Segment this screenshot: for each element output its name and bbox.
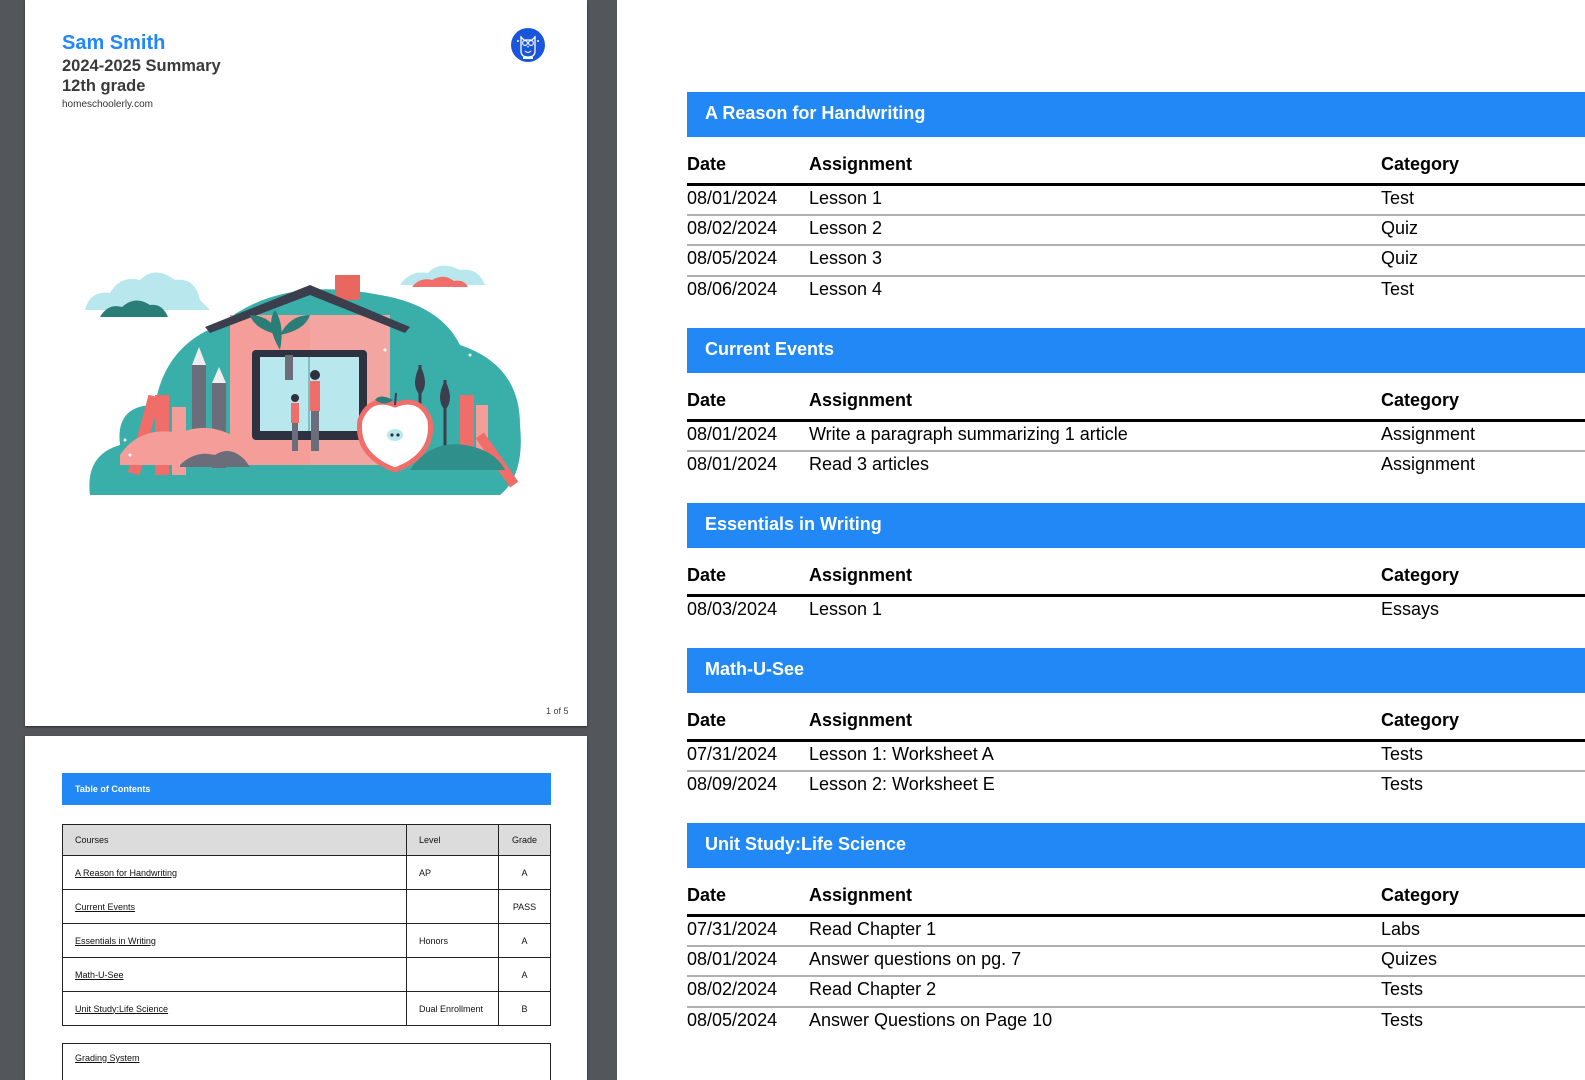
cell-assignment: Answer questions on pg. 7 bbox=[809, 946, 1381, 977]
table-row bbox=[687, 976, 1585, 1007]
toc-course-link[interactable]: A Reason for Handwriting bbox=[75, 867, 178, 878]
table-row bbox=[687, 215, 1585, 246]
toc-header-courses: Courses bbox=[63, 825, 407, 856]
assignments-table bbox=[687, 565, 1585, 626]
cell-assignment: Read 3 articles bbox=[809, 451, 1381, 482]
owl-logo-icon bbox=[510, 27, 546, 65]
table-row bbox=[687, 451, 1585, 482]
header-date: Date bbox=[687, 710, 809, 740]
cell-category: Quiz bbox=[1381, 245, 1585, 276]
table-row bbox=[687, 946, 1585, 977]
toc-header-grade: Grade bbox=[499, 825, 551, 856]
header-assignment: Assignment bbox=[809, 885, 1381, 915]
table-row bbox=[687, 740, 1585, 771]
header-assignment: Assignment bbox=[809, 154, 1381, 184]
cell-category: Assignment bbox=[1381, 451, 1585, 482]
page-indicator: 1 of 5 bbox=[546, 706, 569, 716]
header-category: Category bbox=[1381, 710, 1585, 740]
homeschool-house-illustration bbox=[80, 255, 530, 505]
cell-date: 07/31/2024 bbox=[687, 918, 778, 939]
cell-category: Tests bbox=[1381, 976, 1585, 1007]
cell-date: 08/05/2024 bbox=[687, 245, 809, 276]
pdf-viewer-pane[interactable] bbox=[0, 0, 617, 1080]
cell-date: 08/05/2024 bbox=[687, 1007, 809, 1038]
assignments-table bbox=[687, 390, 1585, 481]
toc-row bbox=[63, 924, 551, 958]
cell-category: Labs bbox=[1381, 918, 1421, 939]
table-row bbox=[687, 1007, 1585, 1038]
cell-date: 08/02/2024 bbox=[687, 215, 809, 246]
grade-level: 12th grade bbox=[62, 77, 146, 95]
table-header-row bbox=[687, 154, 1585, 184]
cell-category: Test bbox=[1381, 276, 1585, 307]
header-date: Date bbox=[687, 154, 809, 184]
grading-system-link[interactable]: Grading System bbox=[75, 1053, 140, 1063]
section-title: Math-U-See bbox=[687, 648, 1585, 693]
cell-date: 08/03/2024 bbox=[687, 598, 778, 619]
toc-row bbox=[63, 856, 551, 890]
cell-category: Test bbox=[1381, 187, 1415, 208]
header-category: Category bbox=[1381, 390, 1585, 420]
cell-category: Assignment bbox=[1381, 423, 1476, 444]
cell-assignment: Lesson 1 bbox=[809, 598, 883, 619]
cell-category: Essays bbox=[1381, 598, 1440, 619]
table-row bbox=[687, 276, 1585, 307]
cell-date: 08/09/2024 bbox=[687, 771, 809, 802]
header-date: Date bbox=[687, 390, 809, 420]
header-assignment: Assignment bbox=[809, 565, 1381, 595]
table-header-row bbox=[687, 565, 1585, 595]
table-row bbox=[687, 245, 1585, 276]
section-title: A Reason for Handwriting bbox=[687, 92, 1585, 137]
section-title: Essentials in Writing bbox=[687, 503, 1585, 548]
section-title: Unit Study:Life Science bbox=[687, 823, 1585, 868]
toc-course-link[interactable]: Unit Study:Life Science bbox=[75, 1003, 169, 1014]
cell-category: Quizes bbox=[1381, 946, 1585, 977]
course-section-life-science bbox=[687, 823, 1585, 1037]
toc-level bbox=[407, 958, 499, 992]
table-row bbox=[687, 915, 1585, 946]
cell-assignment: Answer Questions on Page 10 bbox=[809, 1007, 1381, 1038]
toc-grade: B bbox=[499, 992, 551, 1026]
table-row bbox=[687, 595, 1585, 626]
cell-assignment: Lesson 3 bbox=[809, 245, 1381, 276]
page-thumbnail-2[interactable] bbox=[25, 736, 587, 1080]
toc-course-link[interactable]: Current Events bbox=[75, 901, 136, 912]
toc-row bbox=[63, 992, 551, 1026]
toc-header-level: Level bbox=[407, 825, 499, 856]
table-header-row bbox=[687, 710, 1585, 740]
cell-category: Quiz bbox=[1381, 215, 1585, 246]
toc-grade: A bbox=[499, 958, 551, 992]
document-pane bbox=[617, 0, 1585, 1080]
cell-assignment: Read Chapter 2 bbox=[809, 976, 1381, 1007]
course-section-essentials-writing bbox=[687, 503, 1585, 626]
cell-date: 07/31/2024 bbox=[687, 743, 778, 764]
toc-row bbox=[63, 958, 551, 992]
table-row bbox=[687, 771, 1585, 802]
cell-category: Tests bbox=[1381, 1007, 1585, 1038]
cell-category: Tests bbox=[1381, 743, 1424, 764]
assignments-table bbox=[687, 885, 1585, 1037]
student-name: Sam Smith bbox=[62, 32, 166, 54]
cell-assignment: Lesson 2: Worksheet E bbox=[809, 771, 1381, 802]
website-label: homeschoolerly.com bbox=[62, 99, 153, 110]
assignments-table bbox=[687, 154, 1585, 306]
header-date: Date bbox=[687, 885, 809, 915]
toc-level: Honors bbox=[407, 924, 499, 958]
toc-grade: PASS bbox=[499, 890, 551, 924]
header-category: Category bbox=[1381, 885, 1585, 915]
section-title: Current Events bbox=[687, 328, 1585, 373]
course-section-handwriting bbox=[687, 92, 1585, 306]
cell-category: Tests bbox=[1381, 771, 1585, 802]
cell-assignment: Lesson 2 bbox=[809, 215, 1381, 246]
page-thumbnail-1[interactable] bbox=[25, 0, 587, 726]
course-section-current-events bbox=[687, 328, 1585, 481]
toc-course-link[interactable]: Essentials in Writing bbox=[75, 935, 156, 946]
header-assignment: Assignment bbox=[809, 710, 1381, 740]
toc-grade: A bbox=[499, 924, 551, 958]
cell-assignment: Write a paragraph summarizing 1 article bbox=[809, 423, 1128, 444]
assignments-table bbox=[687, 710, 1585, 801]
toc-level bbox=[407, 890, 499, 924]
header-date: Date bbox=[687, 565, 809, 595]
toc-header-row bbox=[63, 825, 551, 856]
cell-date: 08/01/2024 bbox=[687, 451, 809, 482]
toc-grade: A bbox=[499, 856, 551, 890]
table-header-row bbox=[687, 885, 1585, 915]
toc-table bbox=[62, 824, 551, 1026]
header-assignment: Assignment bbox=[809, 390, 1381, 420]
cell-date: 08/02/2024 bbox=[687, 976, 809, 1007]
cell-assignment: Lesson 1: Worksheet A bbox=[809, 743, 994, 764]
table-row bbox=[687, 184, 1585, 215]
table-row bbox=[687, 420, 1585, 451]
header-category: Category bbox=[1381, 154, 1585, 184]
course-section-math-u-see bbox=[687, 648, 1585, 801]
toc-level: AP bbox=[407, 856, 499, 890]
toc-row bbox=[63, 890, 551, 924]
cell-assignment: Read Chapter 1 bbox=[809, 918, 937, 939]
cell-date: 08/06/2024 bbox=[687, 276, 809, 307]
cell-date: 08/01/2024 bbox=[687, 423, 778, 444]
grading-system-box bbox=[62, 1043, 551, 1080]
toc-course-link[interactable]: Math-U-See bbox=[75, 969, 124, 980]
toc-level: Dual Enrollment bbox=[407, 992, 499, 1026]
cell-assignment: Lesson 4 bbox=[809, 276, 1381, 307]
toc-title: Table of Contents bbox=[62, 773, 551, 805]
cell-date: 08/01/2024 bbox=[687, 946, 809, 977]
header-category: Category bbox=[1381, 565, 1585, 595]
cell-date: 08/01/2024 bbox=[687, 187, 778, 208]
cell-assignment: Lesson 1 bbox=[809, 187, 883, 208]
table-header-row bbox=[687, 390, 1585, 420]
summary-title: 2024-2025 Summary bbox=[62, 57, 221, 75]
